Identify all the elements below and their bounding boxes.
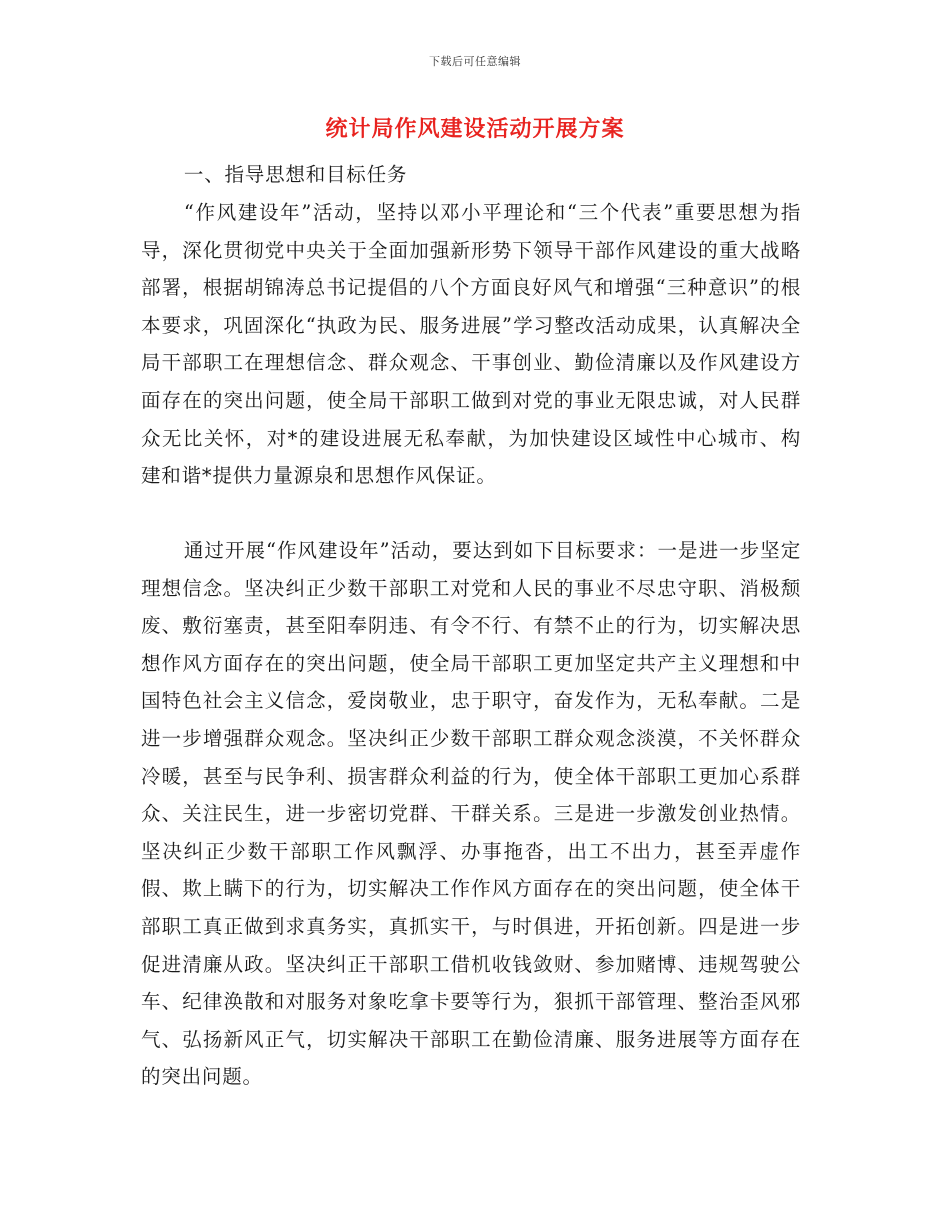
paragraph-goals: 通过开展“作风建设年”活动，要达到如下目标要求：一是进一步坚定理想信念。坚决纠正少数干部职工对党和人民的事业不尽忠守职、消极颓废、敷衍塞责，甚至阳奉阴违、有令不行、有禁不止的行为，切实解决思想作风方面存在的突出问题，使全局干部职工更加坚定共产主义理想和中国特色社会主义信念，爱岗敬业，忠于职守，奋发作为，无私奉献。二是进一步增强群众观念。坚决纠正少数干部职工群众观念淡漠，不关怀群众冷暖，甚至与民争利、损害群众利益的行为，使全体干部职工更加心系群众、关注民生，进一步密切党群、干群关系。三是进一步激发创业热情。坚决纠正少数干部职工作风飘浮、办事拖沓，出工不出力，甚至弄虚作假、欺上瞒下的行为，切实解决工作作风方面存在的突出问题，使全体干部职工真正做到求真务实，真抓实干，与时俱进，开拓创新。四是进一步促进清廉从政。坚决纠正干部职工借机收钱敛财、参加赌博、违规驾驶公车、纪律涣散和对服务对象吃拿卡要等行为，狠抓干部管理、整治歪风邪气、弘扬新风正气，切实解决干部职工在勤俭清廉、服务进展等方面存在的突出问题。 xyxy=(141,539,801,1089)
document-title: 统计局作风建设活动开展方案 xyxy=(325,117,625,142)
header-note: 下载后可任意编辑 xyxy=(429,55,521,68)
section-heading: 一、指导思想和目标任务 xyxy=(183,163,408,186)
paragraph-guiding-thought: “作风建设年”活动，坚持以邓小平理论和“三个代表”重要思想为指导，深化贯彻党中央关于全面加强新形势下领导干部作风建设的重大战略部署，根据胡锦涛总书记提倡的八个方面良好风气和增强“三种意识”的根本要求，巩固深化“执政为民、服务进展”学习整改活动成果，认真解决全局干部职工在理想信念、群众观念、干事创业、勤俭清廉以及作风建设方面存在的突出问题，使全局干部职工做到对党的事业无限忠诚，对人民群众无比关怀，对*的建设进展无私奉献，为加快建设区域性中心城市、构建和谐*提供力量源泉和思想作风保证。 xyxy=(141,201,801,488)
